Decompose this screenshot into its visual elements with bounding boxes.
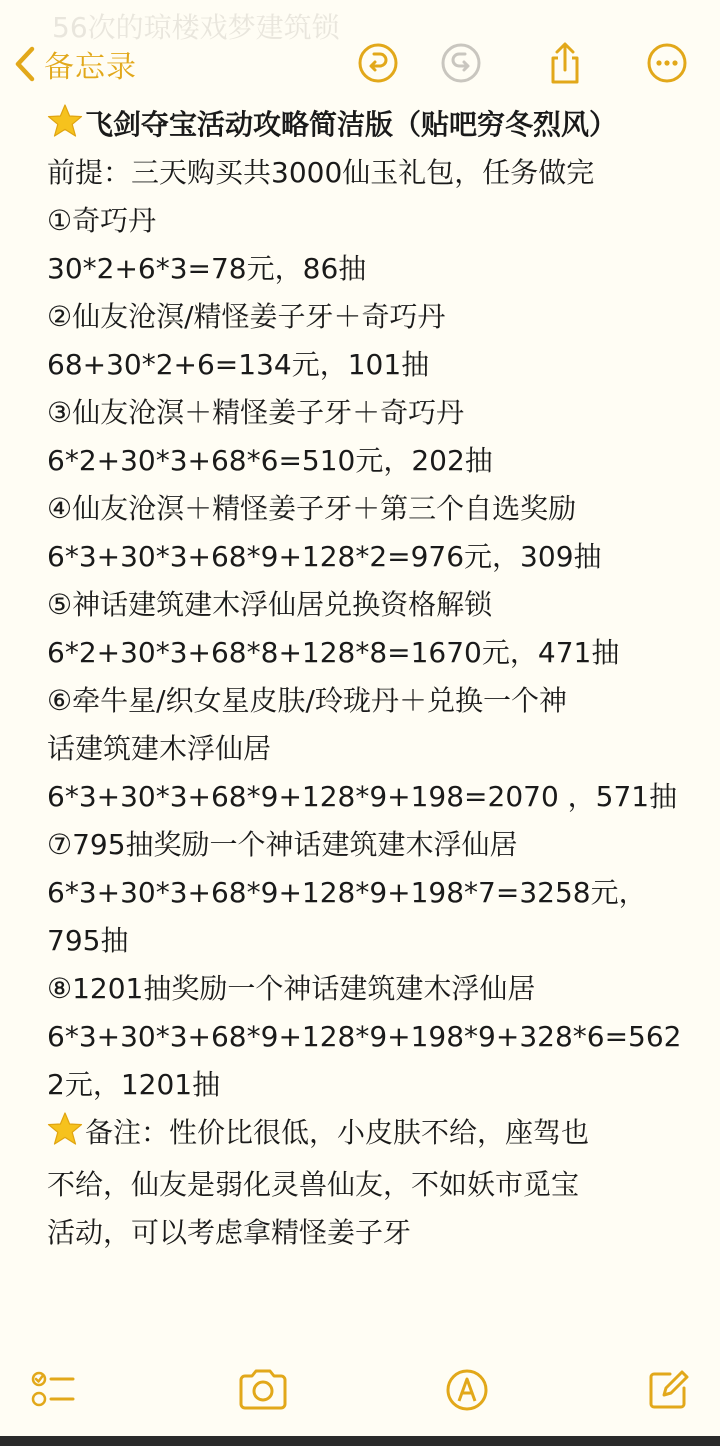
remark-line-text: 活动，可以考虑拿精怪姜子牙 <box>47 1216 412 1249</box>
note-body[interactable] <box>47 101 687 1257</box>
checklist-icon <box>29 1367 79 1413</box>
note-line: 话建筑建木浮仙居 <box>47 732 272 765</box>
star-icon <box>47 104 83 153</box>
chevron-left-icon <box>14 45 36 83</box>
note-line: 6*3+30*3+68*9+128*9+198=2070 ，571抽 <box>47 780 678 813</box>
more-button[interactable] <box>644 40 690 86</box>
remark-line <box>47 1161 687 1209</box>
markup-button[interactable] <box>441 1366 493 1414</box>
back-button[interactable] <box>14 42 137 86</box>
more-icon <box>646 42 688 84</box>
markup-icon <box>444 1367 490 1413</box>
note-line: 6*3+30*3+68*9+128*2=976元，309抽 <box>47 540 602 573</box>
camera-button[interactable] <box>237 1366 289 1414</box>
redo-button[interactable] <box>438 40 484 86</box>
note-line: ④仙友沧溟＋精怪姜子牙＋第三个自选奖励 <box>47 492 577 525</box>
home-indicator-bar <box>0 1436 720 1446</box>
note-line: ②仙友沧溟/精怪姜子牙＋奇巧丹 <box>47 300 446 333</box>
navigation-bar <box>0 34 720 92</box>
note-title <box>47 101 687 149</box>
note-line: 6*3+30*3+68*9+128*9+198*9+328*6=562 <box>47 1020 682 1053</box>
note-line: 30*2+6*3=78元，86抽 <box>47 252 367 285</box>
note-line: 68+30*2+6=134元，101抽 <box>47 348 430 381</box>
undo-button[interactable] <box>355 40 401 86</box>
remark-line <box>47 1209 687 1257</box>
note-line: 6*2+30*3+68*8+128*8=1670元，471抽 <box>47 636 620 669</box>
undo-icon <box>357 42 399 84</box>
compose-button[interactable] <box>642 1366 694 1414</box>
remark-line-text: 备注：性价比很低，小皮肤不给，座驾也 <box>85 1116 590 1149</box>
note-line: ⑦795抽奖励一个神话建筑建木浮仙居 <box>47 828 518 861</box>
star-icon <box>47 1112 83 1161</box>
share-icon <box>545 40 585 86</box>
back-label: 备忘录 <box>44 50 137 85</box>
note-line: ⑤神话建筑建木浮仙居兑换资格解锁 <box>47 588 493 621</box>
share-button[interactable] <box>542 40 588 86</box>
note-lines <box>47 149 687 1109</box>
note-line: ③仙友沧溟＋精怪姜子牙＋奇巧丹 <box>47 396 465 429</box>
note-line: 6*3+30*3+68*9+128*9+198*7=3258元， <box>47 876 647 909</box>
note-line: ⑥牵牛星/织女星皮肤/玲珑丹＋兑换一个神 <box>47 684 567 717</box>
note-line: 2元，1201抽 <box>47 1068 221 1101</box>
remark-line-text: 不给，仙友是弱化灵兽仙友，不如妖市觅宝 <box>47 1168 580 1201</box>
note-line: 795抽 <box>47 924 129 957</box>
note-line: ⑧1201抽奖励一个神话建筑建木浮仙居 <box>47 972 536 1005</box>
redo-icon <box>440 42 482 84</box>
scrolled-title-ghost: 56次的琼楼戏梦建筑锁 <box>52 11 340 44</box>
note-line: ①奇巧丹 <box>47 204 157 237</box>
checklist-button[interactable] <box>28 1366 80 1414</box>
note-line: 6*2+30*3+68*6=510元，202抽 <box>47 444 493 477</box>
camera-icon <box>237 1368 289 1412</box>
remark-line <box>47 1109 687 1161</box>
note-title-text: 飞剑夺宝活动攻略简洁版（贴吧穷冬烈风） <box>85 108 618 141</box>
remark-block <box>47 1109 687 1257</box>
compose-icon <box>646 1368 690 1412</box>
bottom-toolbar <box>0 1356 720 1422</box>
note-line: 前提：三天购买共3000仙玉礼包，任务做完 <box>47 156 595 189</box>
